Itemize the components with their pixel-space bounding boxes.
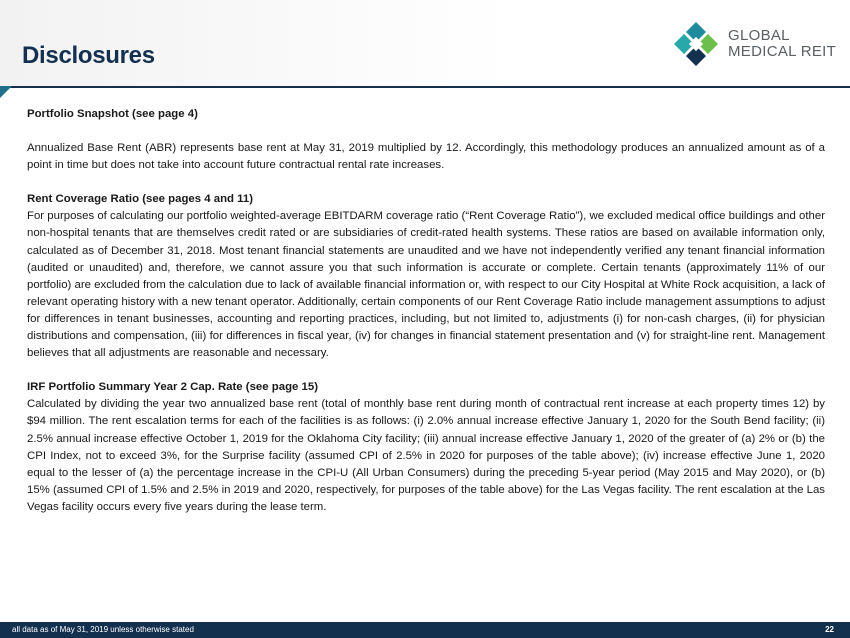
corner-accent — [0, 86, 12, 98]
slide-footer — [0, 622, 850, 638]
logo-line-2: MEDICAL REIT — [728, 43, 837, 60]
page-number: 22 — [825, 625, 834, 634]
section-heading-irf-portfolio: IRF Portfolio Summary Year 2 Cap. Rate (see page 15) — [27, 381, 318, 394]
section-body-rent-coverage: For purposes of calculating our portfolio weighted-average EBITDARM coverage ratio (“Rent Coverage Ratio”), we excluded medical office buildings and other non-hospital tenants that are themselves credit rated or are subsidiaries of credit-rated health systems. These ratios are based on available information only, calculated as of December 31, 2018. Most tenant financial statements are unaudited and we have not independently verified any tenant financial information (audited or unaudited) and, therefore, we cannot assure you that such information is accurate or complete. Certain tenants (approximately 11% of our portfolio) are excluded from the calculation due to lack of available financial information or, with respect to our City Hospital at White Rock acquisition, a lack of relevant operating history with a new tenant operator. Additionally, certain components of our Rent Coverage Ratio include management assumptions to adjust for differences in tenant businesses, accounting and reporting practices, including, but not limited to, adjustments (i) for non-cash charges, (ii) for physician distributions and compensation, (iii) for differences in fiscal year, (iv) for changes in financial statement presentation and (v) for straight-line rent. Management believes that all adjustments are reasonable and necessary. — [27, 210, 825, 360]
section-heading-rent-coverage: Rent Coverage Ratio (see pages 4 and 11) — [27, 193, 253, 206]
company-logo — [672, 20, 842, 68]
logo-mark-icon — [672, 20, 720, 68]
disclosures-body — [27, 106, 825, 516]
logo-line-1: GLOBAL — [728, 27, 790, 44]
section-body-portfolio-snapshot: Annualized Base Rent (ABR) represents base rent at May 31, 2019 multiplied by 12. Accordingly, this methodology produces an annualized amount as of a point in time but does not take into account future contractual rental rate increases. — [27, 142, 825, 172]
logo-wordmark — [728, 28, 836, 60]
footer-note: all data as of May 31, 2019 unless otherwise stated — [12, 625, 194, 634]
section-body-irf-portfolio: Calculated by dividing the year two annualized base rent (total of monthly base rent during month of contractual rent increase at each property times 12) by $94 million. The rent escalation terms for each of the facilities is as follows: (i) 2.0% annual increase effective January 1, 2020 for the South Bend facility; (ii) 2.5% annual increase effective October 1, 2019 for the Oklahoma City facility; (iii) annual increase effective January 1, 2020 of the greater of (a) 2% or (b) the CPI Index, not to exceed 3%, for the Surprise facility (assumed CPI of 2.5% in 2020 for purposes of the table above); (iv) increase effective June 1, 2020 equal to the lesser of (a) the percentage increase in the CPI-U (All Urban Consumers) during the preceding 5-year period (May 2015 and May 2020), or (b) 15% (assumed CPI of 1.5% and 2.5% in 2019 and 2020, respectively, for purposes of the table above) for the Las Vegas facility. The rent escalation at the Las Vegas facility occurs every five years during the lease term. — [27, 398, 825, 513]
page-title: Disclosures — [22, 42, 155, 69]
section-heading-portfolio-snapshot: Portfolio Snapshot (see page 4) — [27, 108, 198, 120]
header-rule — [0, 86, 850, 88]
slide-header — [0, 0, 850, 86]
